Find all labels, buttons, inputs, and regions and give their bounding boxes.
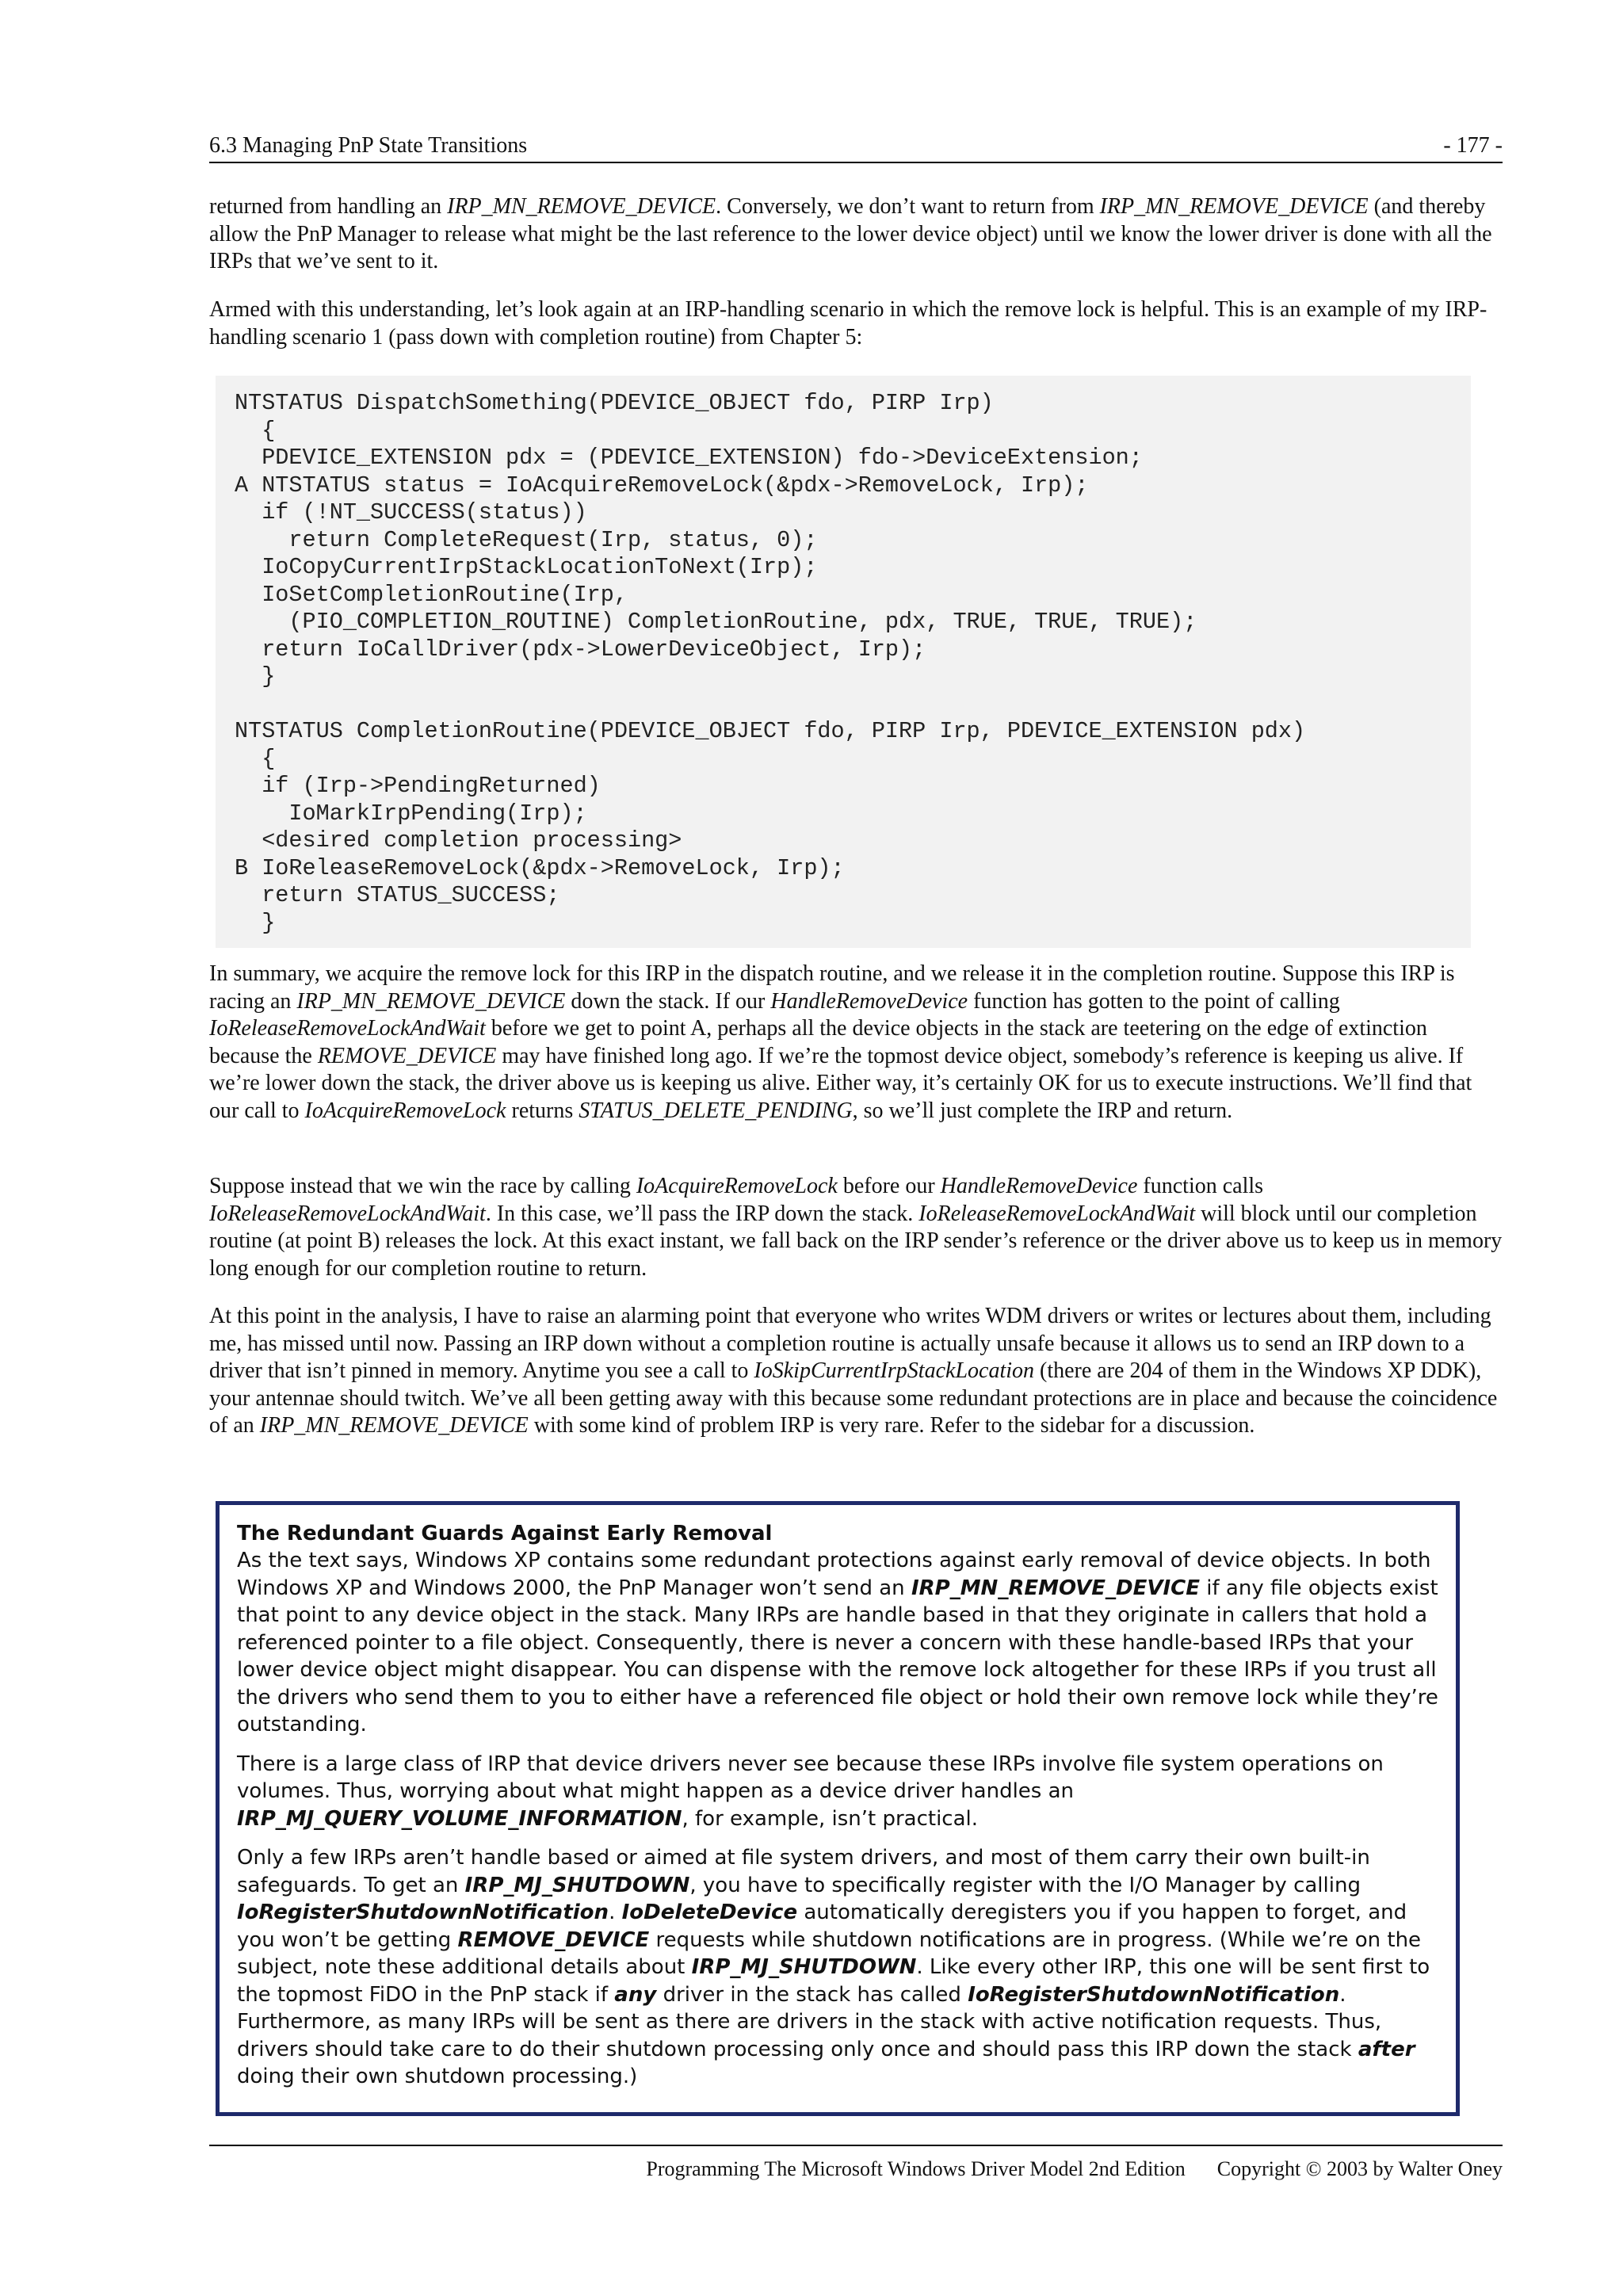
footer-rule xyxy=(209,2145,1503,2146)
text-run: . Like every other IRP, this one will be sent first to the topmost FiDO in the PnP stack if xyxy=(237,1955,1430,2007)
text-run: (there are 204 of them in the Windows XP DDK), your antennae should twitch. We’ve all been getting away with this because some redundant protections are in place and because the coincidence of an xyxy=(209,1358,1498,1438)
emphasis-term: any xyxy=(614,1982,657,2007)
text-run: There is a large class of IRP that device drivers never see because these IRPs involve file system operations on volumes. Thus, worrying about what might happen as a device driver handles an xyxy=(237,1752,1384,1803)
section-title: 6.3 Managing PnP State Transitions xyxy=(209,133,528,158)
emphasis-term: IRP_MN_REMOVE_DEVICE xyxy=(259,1413,529,1438)
emphasis-term: HandleRemoveDevice xyxy=(770,988,968,1014)
emphasis-term: IRP_MN_REMOVE_DEVICE xyxy=(911,1576,1201,1600)
page-number: - 177 - xyxy=(1443,133,1503,158)
emphasis-term: IRP_MN_REMOVE_DEVICE xyxy=(296,988,566,1014)
emphasis-term: IoAcquireRemoveLock xyxy=(304,1098,506,1123)
page-footer xyxy=(646,2157,1503,2181)
text-run: (and thereby allow the PnP Manager to release what might be the last reference to the lower device object) until we know the lower driver is done with all the IRPs that we’ve sent to it. xyxy=(209,194,1492,273)
text-run: returns xyxy=(506,1098,579,1123)
text-run: . xyxy=(609,1901,622,1924)
emphasis-term: after xyxy=(1358,2037,1415,2061)
emphasis-term: HandleRemoveDevice xyxy=(940,1174,1138,1198)
emphasis-term: REMOVE_DEVICE xyxy=(317,1043,497,1068)
code-text: NTSTATUS DispatchSomething(PDEVICE_OBJECT fdo, PIRP Irp) { PDEVICE_EXTENSION pdx = (PDEVICE_EXTENSION) fdo->DeviceExtension; A NTSTATUS status = IoAcquireRemoveLock(&pdx->RemoveLock, Irp); if (!NT_SUCCESS(status)) return CompleteRequest(Irp, status, 0); IoCopyCurrentIrpStackLocationToNext(Irp); IoSetCompletionRoutine(Irp, (PIO_COMPLETION_ROUTINE) CompletionRoutine, pdx, TRUE, TRUE, TRUE); return IoCallDriver(pdx->LowerDeviceObject, Irp); } NTSTATUS CompletionRoutine(PDEVICE_OBJECT fdo, PIRP Irp, PDEVICE_EXTENSION pdx) { if (Irp->PendingReturned) IoMarkIrpPending(Irp); <desired completion processing> B IoReleaseRemoveLock(&pdx->RemoveLock, Irp); return STATUS_SUCCESS; } xyxy=(235,390,1306,936)
emphasis-term: IRP_MJ_QUERY_VOLUME_INFORMATION xyxy=(237,1806,682,1831)
text-run: down the stack. If our xyxy=(565,988,771,1014)
emphasis-term: IoReleaseRemoveLockAndWait xyxy=(209,1201,486,1226)
code-listing xyxy=(216,376,1471,948)
text-run: function calls xyxy=(1137,1174,1264,1198)
text-run: before we get to point A, perhaps all the device objects in the stack are teetering on the edge of extinction because the xyxy=(209,1016,1427,1068)
text-run: doing their own shutdown processing.) xyxy=(237,2065,638,2088)
page-header xyxy=(209,130,1503,163)
body-paragraph xyxy=(209,193,1503,276)
sidebar-box xyxy=(216,1501,1460,2116)
text-run: requests while shutdown notifications are in progress. (While we’re on the subject, note these additional details about xyxy=(237,1927,1422,1979)
sidebar-paragraph xyxy=(237,1547,1438,1739)
body-paragraph xyxy=(209,296,1503,351)
emphasis-term: IRP_MN_REMOVE_DEVICE xyxy=(447,194,716,219)
emphasis-term: IoReleaseRemoveLockAndWait xyxy=(918,1201,1196,1226)
emphasis-term: IoRegisterShutdownNotification xyxy=(237,1901,609,1924)
text-run: may have finished long ago. If we’re the topmost device object, somebody’s reference is keeping us alive. If we’re lower down the stack, the driver above us is keeping us alive. Either way, it’s certainly OK for us to execute instructions. We’ll find that our call to xyxy=(209,1043,1472,1123)
text-run: with some kind of problem IRP is very rare. Refer to the sidebar for a discussion. xyxy=(528,1413,1255,1438)
sidebar-paragraph xyxy=(237,1751,1438,1833)
emphasis-term: STATUS_DELETE_PENDING xyxy=(579,1098,853,1123)
emphasis-term: IoAcquireRemoveLock xyxy=(636,1174,838,1198)
text-run: returned from handling an xyxy=(209,194,448,219)
text-run: driver in the stack has called xyxy=(656,1982,968,2007)
text-run: before our xyxy=(837,1174,941,1198)
text-run: automatically deregisters you if you happen to forget, and you won’t be getting xyxy=(237,1901,1407,1952)
text-run: Only a few IRPs aren’t handle based or aimed at file system drivers, and most of them carry their own built-in safeguards. To get an xyxy=(237,1846,1370,1897)
emphasis-term: IRP_MN_REMOVE_DEVICE xyxy=(1099,194,1369,219)
text-run: In summary, we acquire the remove lock for this IRP in the dispatch routine, and we release it in the completion routine. Suppose this IRP is racing an xyxy=(209,961,1455,1014)
footer-copyright: Copyright © 2003 by Walter Oney xyxy=(1216,2157,1503,2180)
sidebar-title: The Redundant Guards Against Early Removal xyxy=(237,1522,773,1545)
text-run: Suppose instead that we win the race by calling xyxy=(209,1174,636,1198)
text-run: will block until our completion routine (at point B) releases the lock. At this exact instant, we fall back on the IRP sender’s reference or the driver above us to keep us in memory long enough for our completion routine to return. xyxy=(209,1201,1503,1281)
text-run: if any file objects exist that point to any device object in the stack. Many IRPs are handle based in that they originate in callers that hold a referenced pointer to a file object. Consequently, there is never a concern with these handle-based IRPs that your lower device object might disappear. You can dispense with the remove lock altogether for these IRPs if you trust all the drivers who send them to you to either have a referenced file object or hold their own remove lock while they’re outstanding. xyxy=(237,1576,1438,1736)
emphasis-term: IoReleaseRemoveLockAndWait xyxy=(209,1016,486,1041)
text-run: . Conversely, we don’t want to return from xyxy=(716,194,1100,219)
text-run: . Furthermore, as many IRPs will be sent as there are drivers in the stack with active notification requests. Thus, drivers should take care to do their shutdown processing only once and should pass this IRP down the stack xyxy=(237,1982,1382,2061)
sidebar-paragraph xyxy=(237,1844,1438,2091)
text-run: , so we’ll just complete the IRP and return. xyxy=(852,1098,1233,1123)
text-run: Armed with this understanding, let’s look again at an IRP-handling scenario in which the remove lock is helpful. This is an example of my IRP-handling scenario 1 (pass down with completion routine) from Chapter 5: xyxy=(209,297,1487,350)
text-run: function has gotten to the point of calling xyxy=(968,988,1340,1014)
text-run: . In this case, we’ll pass the IRP down the stack. xyxy=(485,1201,919,1226)
text-run: , you have to specifically register with the I/O Manager by calling xyxy=(689,1873,1361,1897)
text-run: At this point in the analysis, I have to raise an alarming point that everyone who writes WDM drivers or writes or lectures about them, including me, has missed until now. Passing an IRP down without a completion routine is actually unsafe because it allows us to send an IRP down to a driver that isn’t pinned in memory. Anytime you see a call to xyxy=(209,1304,1491,1383)
emphasis-term: IoSkipCurrentIrpStackLocation xyxy=(754,1358,1035,1383)
text-run: , for example, isn’t practical. xyxy=(682,1806,979,1831)
emphasis-term: IoDeleteDevice xyxy=(621,1901,798,1924)
footer-book-title: Programming The Microsoft Windows Driver Model 2nd Edition xyxy=(646,2157,1186,2180)
text-run: As the text says, Windows XP contains some redundant protections against early removal of device objects. In both Windows XP and Windows 2000, the PnP Manager won’t send an xyxy=(237,1549,1431,1600)
emphasis-term: IRP_MJ_SHUTDOWN xyxy=(464,1873,690,1897)
emphasis-term: IRP_MJ_SHUTDOWN xyxy=(691,1955,917,1979)
emphasis-term: IoRegisterShutdownNotification xyxy=(968,1982,1340,2007)
body-paragraph xyxy=(209,1173,1503,1282)
body-paragraph xyxy=(209,1303,1503,1440)
emphasis-term: REMOVE_DEVICE xyxy=(457,1927,650,1952)
body-paragraph xyxy=(209,961,1503,1125)
